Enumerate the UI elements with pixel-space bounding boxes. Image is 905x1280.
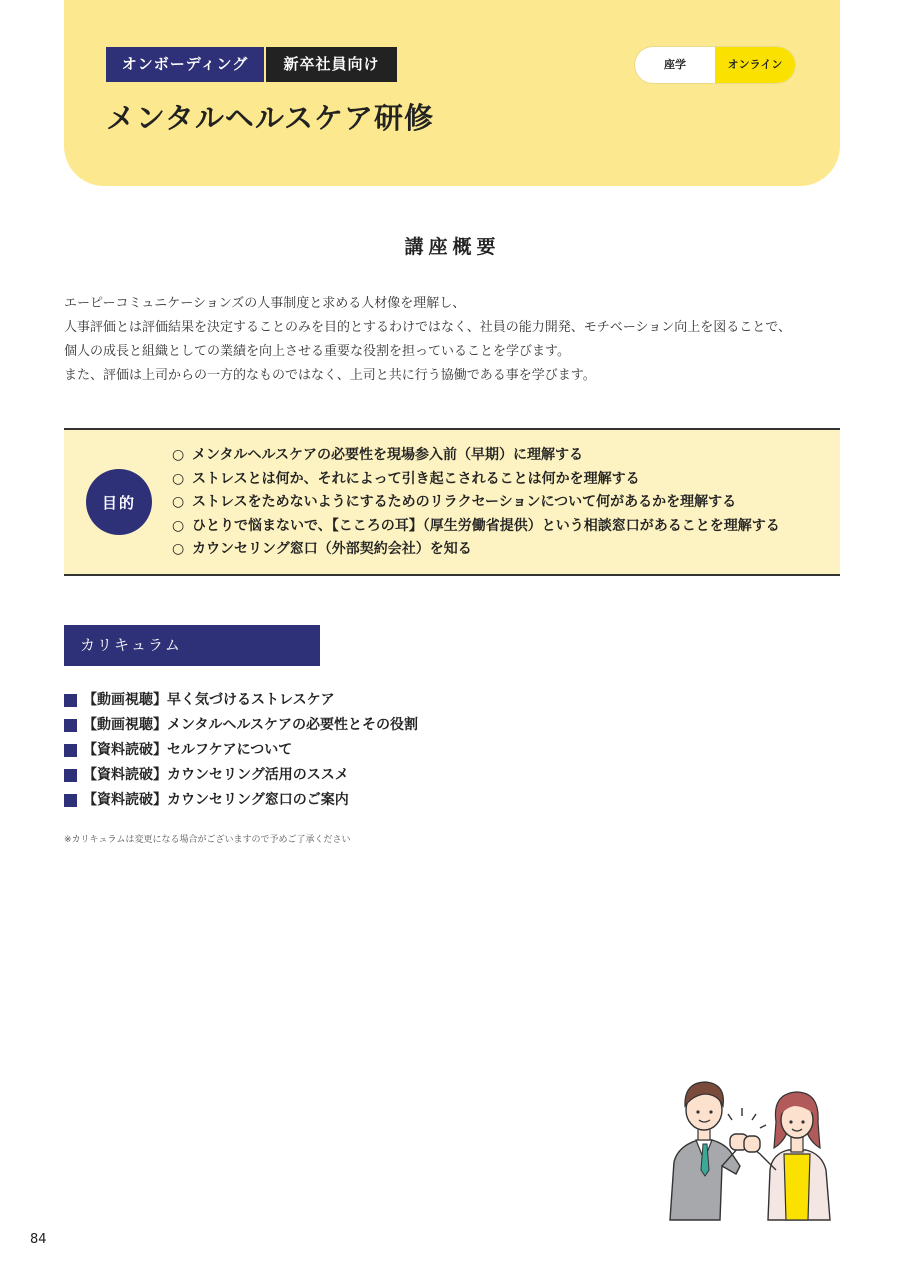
square-bullet-icon [64,794,77,807]
curriculum-item [64,713,418,738]
curriculum-item-text: 【資料読破】セルフケアについて [83,742,293,758]
purpose-item [172,491,780,515]
curriculum-note: ※カリキュラムは変更になる場合がございますので予めご了承ください [64,835,351,845]
curriculum-item [64,763,418,788]
curriculum-item [64,738,418,763]
purpose-item [172,515,780,539]
circle-bullet-icon: ○ [172,447,185,463]
page-number: 84 [30,1232,47,1247]
purpose-item [172,538,780,562]
purpose-box [64,428,840,576]
purpose-badge: 目的 [86,469,152,535]
curriculum-heading: カリキュラム [64,625,320,666]
overview-line: また、評価は上司からの一方的なものではなく、上司と共に行う協働である事を学びます。 [64,368,596,383]
overview-line: エーピーコミュニケーションズの人事制度と求める人材像を理解し、 [64,296,466,311]
format-classroom: 座学 [664,58,686,71]
spark-lines [728,1108,766,1128]
woman-figure [744,1092,830,1220]
curriculum-item-text: 【動画視聴】メンタルヘルスケアの必要性とその役割 [83,717,419,733]
purpose-item-text: ストレスをためないようにするためのリラクセーションについて何があるかを理解する [192,494,737,510]
page-title: メンタルヘルスケア研修 [106,101,434,135]
tag-onboarding: オンボーディング [106,47,264,82]
overview-text [64,292,844,388]
curriculum-item-text: 【動画視聴】早く気づけるストレスケア [83,692,335,708]
format-toggle [635,47,795,83]
circle-bullet-icon: ○ [172,494,185,510]
curriculum-list [64,688,418,813]
curriculum-item [64,688,418,713]
purpose-item [172,444,780,468]
square-bullet-icon [64,694,77,707]
circle-bullet-icon: ○ [172,517,185,534]
square-bullet-icon [64,719,77,732]
purpose-list [172,444,780,562]
curriculum-item-text: 【資料読破】カウンセリング窓口のご案内 [83,792,349,808]
purpose-item-text: メンタルヘルスケアの必要性を現場参入前（早期）に理解する [192,447,584,463]
purpose-item-text: カウンセリング窓口（外部契約会社）を知る [192,541,472,557]
curriculum-item-text: 【資料読破】カウンセリング活用のススメ [83,767,349,783]
purpose-item [172,468,780,492]
overview-line: 個人の成長と組織としての業績を向上させる重要な役割を担っていることを学びます。 [64,344,570,359]
fist-bump-illustration [660,1070,840,1225]
square-bullet-icon [64,769,77,782]
circle-bullet-icon: ○ [172,470,185,487]
purpose-item-text: ストレスとは何か、それによって引き起こされることは何かを理解する [192,470,640,487]
overview-heading: 講座概要 [404,236,501,258]
square-bullet-icon [64,744,77,757]
header-banner [64,0,840,186]
format-online: オンライン [715,47,795,83]
purpose-item-text: ひとりで悩まないで、【こころの耳】（厚生労働省提供）という相談窓口があることを理解する [192,517,780,534]
tag-new-graduates: 新卒社員向け [266,47,397,82]
overview-line: 人事評価とは評価結果を決定することのみを目的とするわけではなく、社員の能力開発、モチベーション向上を図ることで、 [64,320,791,335]
curriculum-item [64,788,418,813]
circle-bullet-icon: ○ [172,541,185,557]
man-figure [670,1082,748,1220]
